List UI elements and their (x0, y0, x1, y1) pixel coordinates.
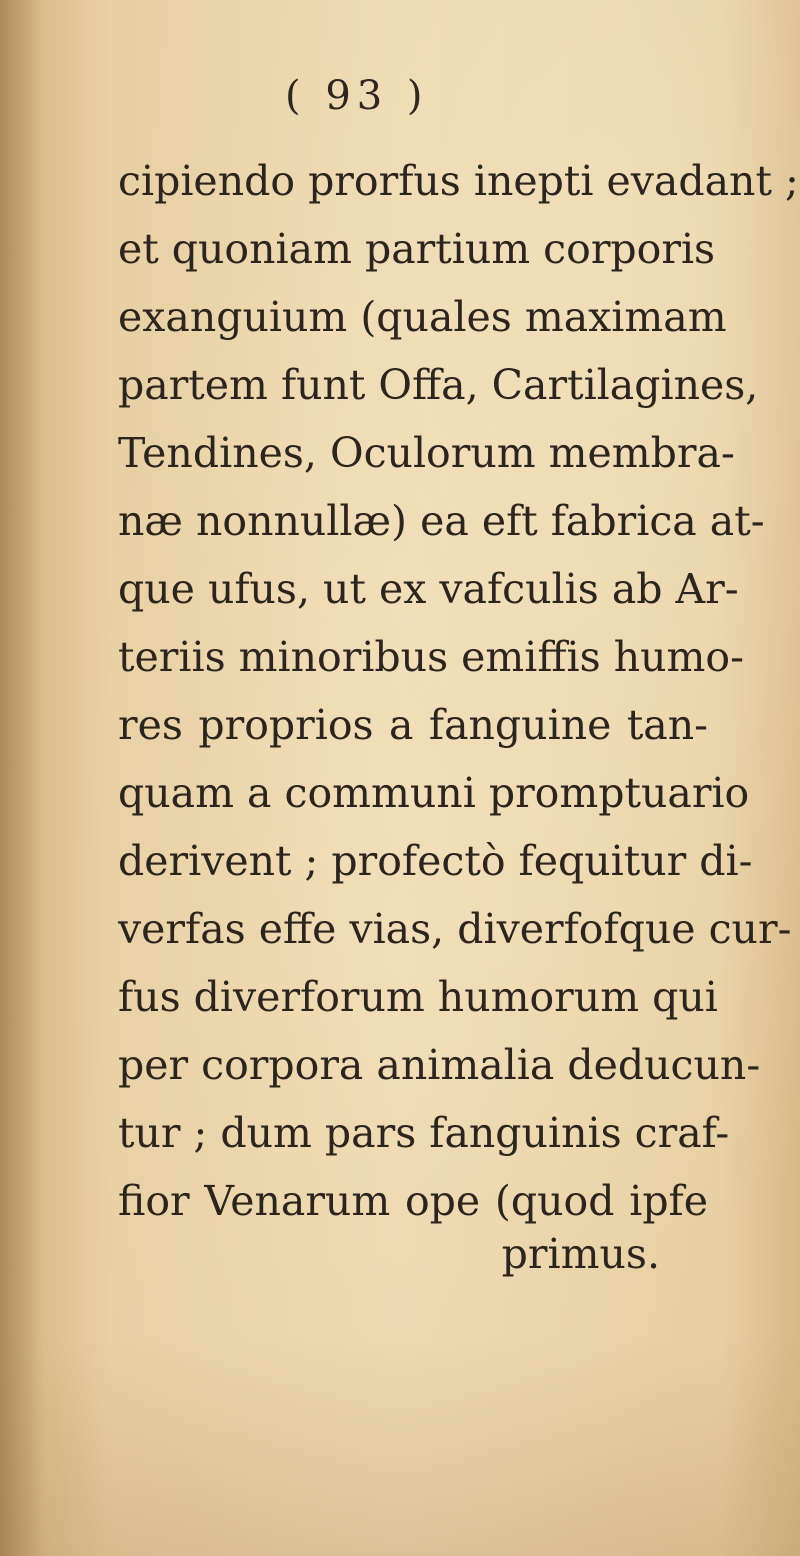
text-line: tur ; dum pars fanguinis craf- (118, 1109, 730, 1157)
body-text (118, 147, 799, 1235)
catchword: primus. (501, 1230, 660, 1278)
text-line: næ nonnullæ) ea eft fabrica at- (118, 497, 765, 545)
text-line: fus diverforum humorum qui (118, 973, 718, 1021)
text-line: per corpora animalia deducun- (118, 1041, 761, 1089)
page-shadow-bottom (0, 1336, 800, 1556)
text-line: et quoniam partium corporis (118, 225, 716, 273)
text-line: fior Venarum ope (quod ipfe (118, 1177, 708, 1225)
page-shadow-left (0, 0, 45, 1556)
text-line: teriis minoribus emiffis humo- (118, 633, 744, 681)
text-line: cipiendo prorfus inepti evadant ; (118, 157, 799, 205)
text-line: quam a communi promptuario (118, 769, 750, 817)
text-line: exanguium (quales maximam (118, 293, 727, 341)
text-line: Tendines, Oculorum membra- (118, 429, 735, 477)
text-line: que ufus, ut ex vafculis ab Ar- (118, 565, 739, 613)
text-line: verfas effe vias, diverfofque cur- (118, 905, 792, 953)
text-line: res proprios a fanguine tan- (118, 701, 708, 749)
text-line: derivent ; profectò fequitur di- (118, 837, 753, 885)
page-number: ( 93 ) (285, 73, 429, 119)
text-line: partem funt Offa, Cartilagines, (118, 361, 759, 409)
